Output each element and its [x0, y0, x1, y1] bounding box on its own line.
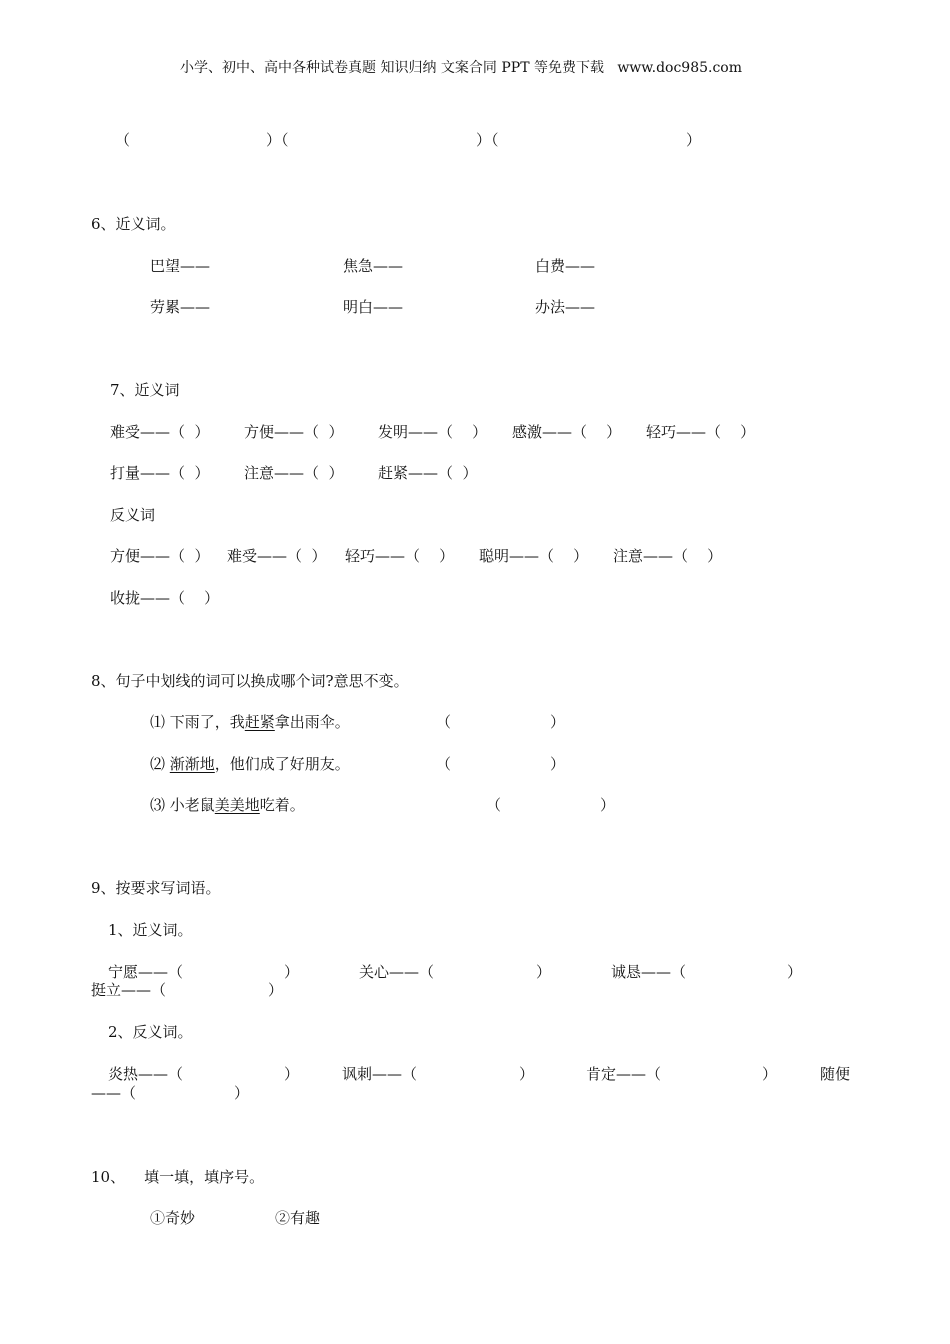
answer-paren-open: （	[486, 796, 502, 814]
q7-syn-item: 赶紧——（ ）	[378, 464, 478, 482]
sentence-text: ，他们成了好朋友。	[214, 755, 350, 773]
q8-sentence-2	[150, 754, 350, 774]
q7-ant-item: 聪明——（ ）	[479, 547, 589, 565]
q7-syn-item: 发明——（ ）	[378, 423, 488, 441]
sentence-text: ⑴ 下雨了，我	[150, 713, 245, 731]
answer-paren-close: ）	[600, 796, 616, 814]
q7-ant-item: 注意——（ ）	[613, 547, 723, 565]
q9-ant-item: 炎热——（	[108, 1065, 184, 1083]
answer-paren-close: ）	[284, 963, 300, 981]
answer-paren-close: ）	[550, 755, 566, 773]
sentence-text: 吃着。	[259, 796, 305, 814]
blank-paren-open: （	[115, 131, 131, 149]
answer-paren-close: ）	[787, 963, 803, 981]
q7-title: 7、近义词	[110, 381, 180, 399]
q6-item: 办法——	[535, 298, 596, 316]
q9-title: 9、按要求写词语。	[91, 879, 221, 897]
q9-syn-item: 挺立——（	[91, 981, 167, 999]
q6-title: 6、近义词。	[91, 215, 176, 233]
sentence-text: ⑶ 小老鼠	[150, 796, 215, 814]
sentence-text: ⑵	[150, 755, 170, 773]
answer-paren-close: ）	[550, 713, 566, 731]
q9-syn-item: 诚恳——（	[611, 963, 687, 981]
q7-syn-item: 难受——（ ）	[110, 423, 210, 441]
q9-subtitle-antonyms: 2、反义词。	[108, 1023, 193, 1041]
q8-sentence-1	[150, 712, 350, 732]
underlined-word: 赶紧	[244, 713, 275, 731]
sentence-text: 拿出雨伞。	[274, 713, 350, 731]
q6-item: 劳累——	[150, 298, 211, 316]
q9-subtitle-synonyms: 1、近义词。	[108, 921, 193, 939]
blank-paren-mid: ）（	[266, 131, 289, 149]
q10-option-2: ②有趣	[275, 1209, 321, 1227]
q7-antonym-title: 反义词	[110, 506, 156, 524]
answer-paren-close: ）	[762, 1065, 778, 1083]
answer-paren-close: ）	[284, 1065, 300, 1083]
q10-title: 10、 填一填，填序号。	[91, 1168, 265, 1186]
q9-ant-item: 讽刺——（	[342, 1065, 418, 1083]
underlined-word: 渐渐地	[169, 755, 215, 773]
q9-syn-item: 宁愿——（	[108, 963, 184, 981]
q7-syn-item: 感激——（ ）	[512, 423, 622, 441]
q7-ant-item: 方便——（ ）	[110, 547, 210, 565]
q6-item: 焦急——	[343, 257, 404, 275]
q7-ant-item: 轻巧——（ ）	[345, 547, 455, 565]
q9-ant-item: 随便	[820, 1065, 851, 1083]
answer-paren-open: （	[436, 755, 452, 773]
q9-ant-item: 肯定——（	[586, 1065, 662, 1083]
page-header: 小学、初中、高中各种试卷真题 知识归纳 文案合同 PPT 等免费下载 www.doc985.com	[180, 60, 743, 76]
answer-paren-close: ）	[268, 981, 284, 999]
q6-item: 明白——	[343, 298, 404, 316]
answer-paren-close: ）	[234, 1084, 250, 1102]
q6-item: 巴望——	[150, 257, 211, 275]
q7-syn-item: 打量——（ ）	[110, 464, 210, 482]
q9-ant-item: ——（	[91, 1084, 137, 1102]
q8-sentence-3	[150, 795, 305, 815]
blank-paren-close: ）	[686, 131, 702, 149]
q8-title: 8、句子中划线的词可以换成哪个词?意思不变。	[91, 672, 409, 690]
q7-ant-item: 收拢——（ ）	[110, 589, 220, 607]
answer-paren-close: ）	[519, 1065, 535, 1083]
blank-paren-mid: ）（	[476, 131, 499, 149]
q7-ant-item: 难受——（ ）	[227, 547, 327, 565]
q7-syn-item: 注意——（ ）	[244, 464, 344, 482]
answer-paren-close: ）	[536, 963, 552, 981]
q7-syn-item: 方便——（ ）	[244, 423, 344, 441]
q6-item: 白费——	[535, 257, 596, 275]
q10-option-1: ①奇妙	[150, 1209, 196, 1227]
q9-syn-item: 关心——（	[359, 963, 435, 981]
underlined-word: 美美地	[214, 796, 260, 814]
q7-syn-item: 轻巧——（ ）	[646, 423, 756, 441]
answer-paren-open: （	[436, 713, 452, 731]
